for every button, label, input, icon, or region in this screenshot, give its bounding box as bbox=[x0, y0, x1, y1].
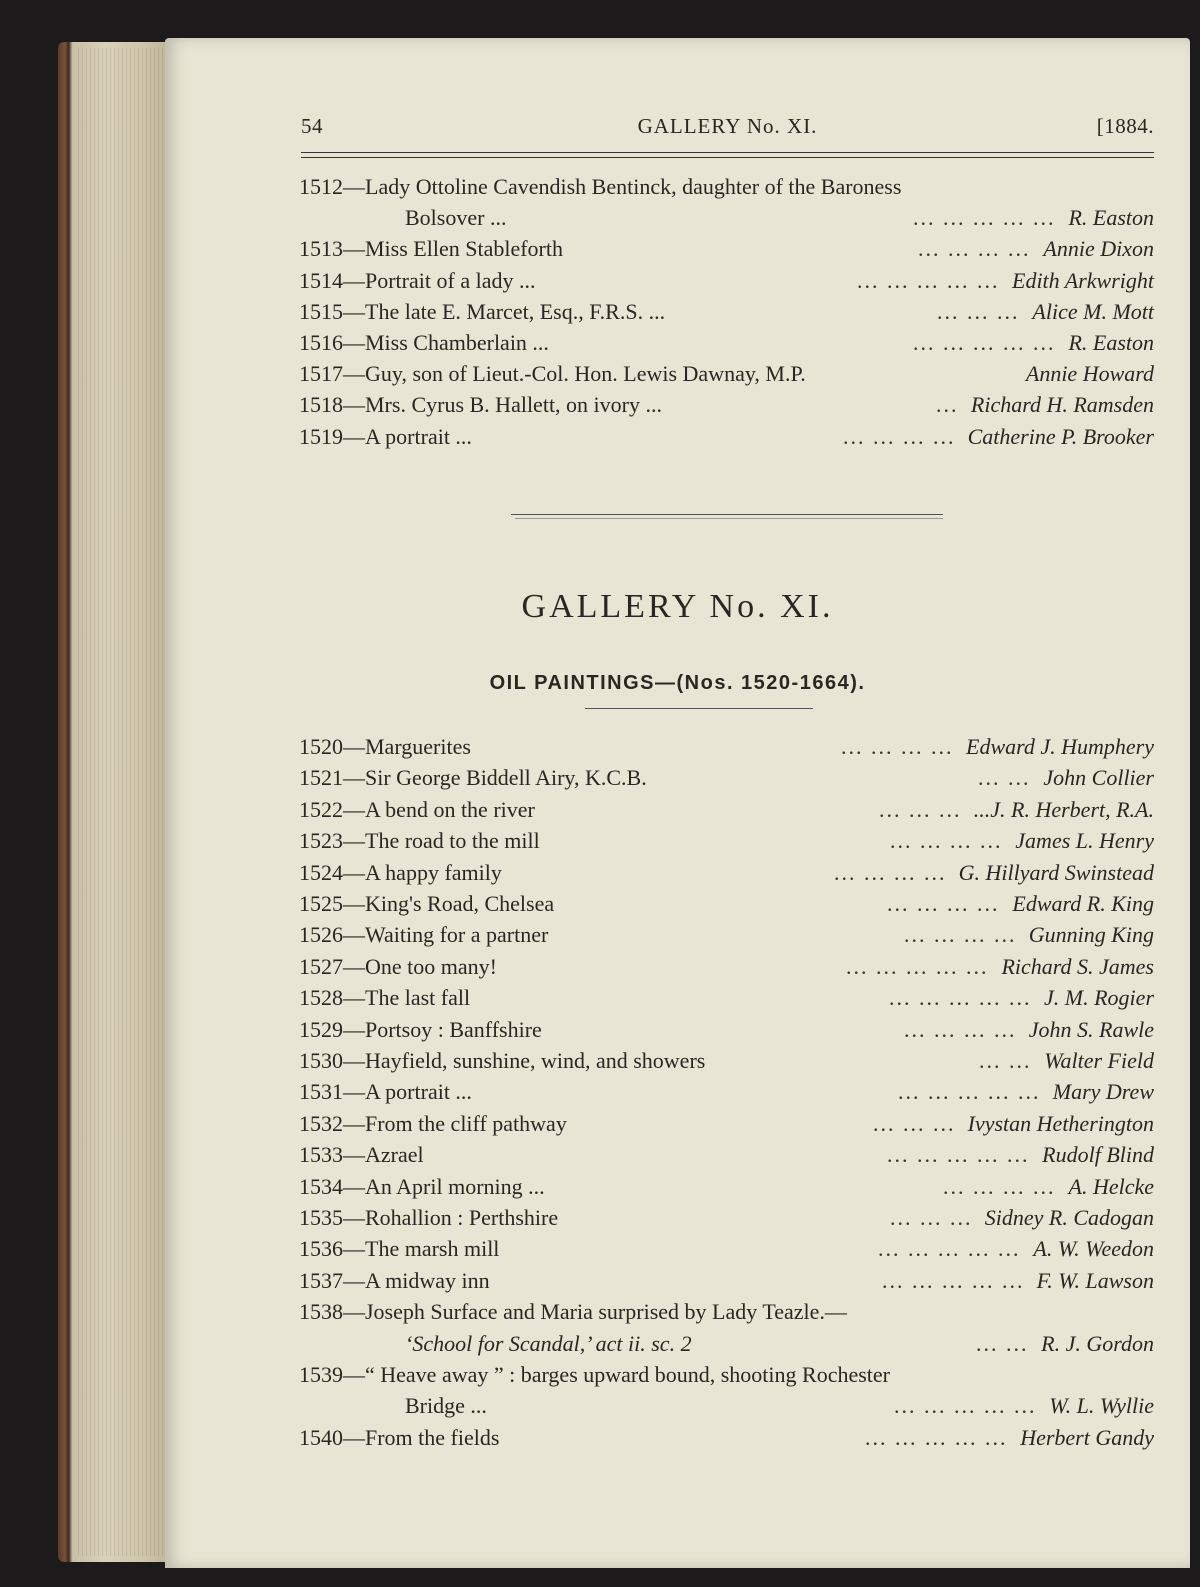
entry-number: 1537 bbox=[299, 1267, 343, 1293]
entry-artist: John S. Rawle bbox=[1028, 1016, 1154, 1042]
entry-title: —Joseph Surface and Maria surprised by Lady Teazle.— bbox=[343, 1299, 847, 1325]
leader-dots: ... ... ... ... ... bbox=[882, 1267, 1025, 1293]
catalogue-entry bbox=[299, 1172, 1154, 1202]
entry-artist: J. M. Rogier bbox=[1044, 985, 1154, 1011]
catalogue-entry bbox=[299, 920, 1154, 950]
entry-number: 1513 bbox=[299, 236, 343, 262]
entry-artist: W. L. Wyllie bbox=[1049, 1393, 1154, 1419]
leader-dots: ... ... ... ... bbox=[887, 891, 1000, 916]
entry-number: 1515 bbox=[299, 298, 343, 324]
entry-number: 1524 bbox=[299, 859, 343, 885]
entry-title: —The late E. Marcet, Esq., F.R.S. ... bbox=[343, 298, 666, 324]
entry-title: —Miss Chamberlain ... bbox=[343, 330, 549, 355]
entry-number: 1517 bbox=[299, 361, 343, 387]
catalogue-entry bbox=[299, 1203, 1154, 1233]
entry-number: 1532 bbox=[299, 1110, 343, 1136]
entry-title: Bridge ... bbox=[405, 1393, 487, 1419]
catalogue-entry bbox=[299, 328, 1154, 358]
running-head bbox=[301, 114, 1154, 148]
leader-dots: ... ... ... bbox=[873, 1110, 956, 1136]
entry-number: 1519 bbox=[299, 423, 343, 449]
entry-title: —A happy family bbox=[343, 859, 502, 885]
entry-artist: Edith Arkwright bbox=[1012, 267, 1154, 293]
catalogue-entry bbox=[299, 858, 1154, 888]
leader-dots: ... ... bbox=[978, 765, 1031, 791]
leader-dots: ... ... ... ... bbox=[843, 423, 956, 449]
entry-artist: Alice M. Mott bbox=[1032, 298, 1154, 324]
catalogue-entry bbox=[299, 1423, 1154, 1453]
entry-number: 1522 bbox=[299, 796, 343, 822]
leader-dots: ... ... ... ... bbox=[943, 1173, 1056, 1199]
catalogue-entry bbox=[405, 203, 1154, 233]
catalogue-entry bbox=[299, 422, 1154, 452]
entry-title: —A portrait ... bbox=[343, 423, 472, 449]
entry-title: —From the fields bbox=[343, 1424, 500, 1450]
entry-artist: Rudolf Blind bbox=[1042, 1142, 1154, 1168]
entry-number: 1530 bbox=[299, 1048, 343, 1073]
entry-artist: Annie Dixon bbox=[1043, 236, 1154, 262]
page-edges bbox=[78, 48, 173, 1556]
catalogue-entry bbox=[299, 1266, 1154, 1296]
entry-artist: James L. Henry bbox=[1015, 828, 1154, 854]
entry-title: —Sir George Biddell Airy, K.C.B. bbox=[343, 765, 647, 791]
catalogue-entry bbox=[299, 1015, 1154, 1045]
catalogue-entry bbox=[299, 1109, 1154, 1139]
leader-dots: ... ... ... ... bbox=[904, 922, 1017, 948]
entry-number: 1529 bbox=[299, 1016, 343, 1042]
entry-artist: F. W. Lawson bbox=[1036, 1267, 1154, 1293]
book-page bbox=[165, 38, 1190, 1568]
leader-dots: ... ... ... ... ... bbox=[889, 985, 1032, 1011]
entry-artist: Annie Howard bbox=[1025, 361, 1154, 387]
entry-number: 1516 bbox=[299, 330, 343, 355]
entry-artist: G. Hillyard Swinstead bbox=[958, 859, 1154, 885]
entry-number: 1539 bbox=[299, 1362, 343, 1387]
entry-title: —Miss Ellen Stableforth bbox=[343, 236, 563, 262]
entry-title: —“ Heave away ” : barges upward bound, shooting Rochester bbox=[343, 1362, 890, 1387]
entry-artist: John Collier bbox=[1043, 765, 1154, 791]
catalogue-entry bbox=[405, 1329, 1154, 1359]
leader-dots: ... ... ... bbox=[937, 298, 1020, 324]
entry-number: 1526 bbox=[299, 922, 343, 948]
entry-title: —One too many! bbox=[343, 953, 497, 979]
entry-number: 1521 bbox=[299, 765, 343, 791]
catalogue-entry bbox=[299, 266, 1154, 296]
entry-title: —Azrael bbox=[343, 1142, 424, 1168]
catalogue-entry bbox=[299, 1046, 1154, 1076]
entry-number: 1534 bbox=[299, 1173, 343, 1199]
entry-title: —The marsh mill bbox=[343, 1236, 500, 1262]
heading-rule bbox=[585, 708, 813, 709]
entry-artist: ...J. R. Herbert, R.A. bbox=[973, 796, 1154, 822]
entry-artist: R. Easton bbox=[1068, 205, 1154, 231]
catalogue-entry bbox=[299, 1077, 1154, 1107]
entry-number: 1531 bbox=[299, 1079, 343, 1105]
leader-dots: ... ... ... bbox=[890, 1205, 973, 1230]
leader-dots: ... bbox=[936, 392, 959, 418]
entry-artist: A. Helcke bbox=[1068, 1173, 1154, 1199]
leader-dots: ... ... ... ... ... bbox=[878, 1236, 1021, 1262]
catalogue-entry bbox=[299, 732, 1154, 762]
catalogue-entry bbox=[299, 889, 1154, 919]
leader-dots: ... ... ... ... ... bbox=[857, 267, 1000, 293]
entry-artist: A. W. Weedon bbox=[1033, 1236, 1154, 1262]
leader-dots: ... ... ... ... ... bbox=[894, 1393, 1037, 1419]
catalogue-entry bbox=[405, 1391, 1154, 1421]
entry-number: 1538 bbox=[299, 1299, 343, 1325]
leader-dots: ... ... ... ... bbox=[834, 859, 947, 885]
entry-artist: Richard H. Ramsden bbox=[970, 392, 1154, 418]
entry-title: —Portrait of a lady ... bbox=[343, 267, 536, 293]
entry-title: ‘School for Scandal,’ act ii. sc. 2 bbox=[405, 1330, 692, 1356]
leader-dots: ... ... bbox=[979, 1048, 1032, 1073]
leader-dots: ... ... ... ... bbox=[841, 734, 954, 759]
leader-dots: ... ... ... ... ... bbox=[865, 1424, 1008, 1450]
section-divider bbox=[511, 514, 943, 515]
leader-dots: ... ... ... ... ... bbox=[913, 205, 1056, 231]
running-title: GALLERY No. XI. bbox=[637, 114, 818, 138]
catalogue-entry bbox=[299, 763, 1154, 793]
entry-number: 1540 bbox=[299, 1424, 343, 1450]
entry-artist: Gunning King bbox=[1028, 922, 1154, 948]
entry-number: 1536 bbox=[299, 1236, 343, 1262]
leader-dots: ... ... ... ... bbox=[890, 828, 1003, 854]
entry-title: —A bend on the river bbox=[343, 796, 535, 822]
entry-title: —Lady Ottoline Cavendish Bentinck, daughter of the Baroness bbox=[343, 174, 902, 199]
entry-artist: Sidney R. Cadogan bbox=[984, 1205, 1154, 1230]
entry-number: 1525 bbox=[299, 891, 343, 916]
section-heading: OIL PAINTINGS—(Nos. 1520-1664). bbox=[489, 672, 866, 694]
leader-dots: ... ... ... ... bbox=[918, 236, 1031, 262]
entry-title: —A portrait ... bbox=[343, 1079, 472, 1105]
entry-artist: Catherine P. Brooker bbox=[967, 423, 1154, 449]
entry-title: Bolsover ... bbox=[405, 205, 507, 231]
entry-number: 1533 bbox=[299, 1142, 343, 1168]
page-number: 54 bbox=[301, 114, 323, 138]
leader-dots: ... ... bbox=[976, 1330, 1029, 1356]
entry-artist: Ivystan Hetherington bbox=[967, 1110, 1154, 1136]
section-divider-secondary bbox=[515, 518, 943, 519]
leader-dots: ... ... ... ... ... bbox=[887, 1142, 1030, 1168]
catalogue-entry bbox=[299, 826, 1154, 856]
entry-title: —Portsoy : Banffshire bbox=[343, 1016, 542, 1042]
leader-dots: ... ... ... ... ... bbox=[913, 330, 1056, 355]
entry-title: —The road to the mill bbox=[343, 828, 540, 854]
catalogue-entry bbox=[299, 297, 1154, 327]
leader-dots: ... ... ... ... bbox=[904, 1016, 1017, 1042]
entry-number: 1520 bbox=[299, 734, 343, 759]
entry-number: 1514 bbox=[299, 267, 343, 293]
entry-number: 1527 bbox=[299, 953, 343, 979]
running-year: [1884. bbox=[1096, 114, 1154, 138]
entry-title: —Marguerites bbox=[343, 734, 471, 759]
entry-title: —Guy, son of Lieut.-Col. Hon. Lewis Dawnay, M.P. bbox=[343, 361, 806, 387]
catalogue-entry bbox=[299, 952, 1154, 982]
entry-artist: R. J. Gordon bbox=[1041, 1330, 1154, 1356]
leader-dots: ... ... ... ... ... bbox=[846, 953, 989, 979]
catalogue-entry bbox=[299, 1297, 1154, 1327]
entry-number: 1535 bbox=[299, 1205, 343, 1230]
catalogue-entry bbox=[299, 1140, 1154, 1170]
entry-title: —Waiting for a partner bbox=[343, 922, 549, 948]
entry-number: 1512 bbox=[299, 174, 343, 199]
catalogue-entry bbox=[299, 390, 1154, 420]
catalogue-entry bbox=[299, 983, 1154, 1013]
entry-number: 1523 bbox=[299, 828, 343, 854]
gallery-title: GALLERY No. XI. bbox=[521, 588, 834, 625]
entry-title: —From the cliff pathway bbox=[343, 1110, 567, 1136]
entry-artist: R. Easton bbox=[1068, 330, 1154, 355]
catalogue-entry bbox=[299, 1360, 1154, 1390]
entry-title: —Mrs. Cyrus B. Hallett, on ivory ... bbox=[343, 392, 662, 418]
catalogue-entry bbox=[299, 234, 1154, 264]
catalogue-entry bbox=[299, 1234, 1154, 1264]
catalogue-entry bbox=[299, 795, 1154, 825]
entry-title: —Hayfield, sunshine, wind, and showers bbox=[343, 1048, 706, 1073]
entry-number: 1528 bbox=[299, 985, 343, 1011]
entry-artist: Edward J. Humphery bbox=[966, 734, 1154, 759]
entry-artist: Edward R. King bbox=[1012, 891, 1154, 916]
entry-title: —An April morning ... bbox=[343, 1173, 545, 1199]
header-double-rule bbox=[301, 152, 1154, 158]
catalogue-entry bbox=[299, 359, 1154, 389]
entry-artist: Walter Field bbox=[1044, 1048, 1154, 1073]
leader-dots: ... ... ... bbox=[879, 796, 962, 822]
entry-title: —A midway inn bbox=[343, 1267, 490, 1293]
entry-artist: Herbert Gandy bbox=[1020, 1424, 1154, 1450]
entry-artist: Richard S. James bbox=[1001, 953, 1154, 979]
entry-title: —King's Road, Chelsea bbox=[343, 891, 555, 916]
leader-dots: ... ... ... ... ... bbox=[898, 1079, 1041, 1105]
catalogue-entry bbox=[299, 172, 1154, 202]
entry-artist: Mary Drew bbox=[1052, 1079, 1154, 1105]
entry-number: 1518 bbox=[299, 392, 343, 418]
entry-title: —Rohallion : Perthshire bbox=[343, 1205, 559, 1230]
entry-title: —The last fall bbox=[343, 985, 471, 1011]
